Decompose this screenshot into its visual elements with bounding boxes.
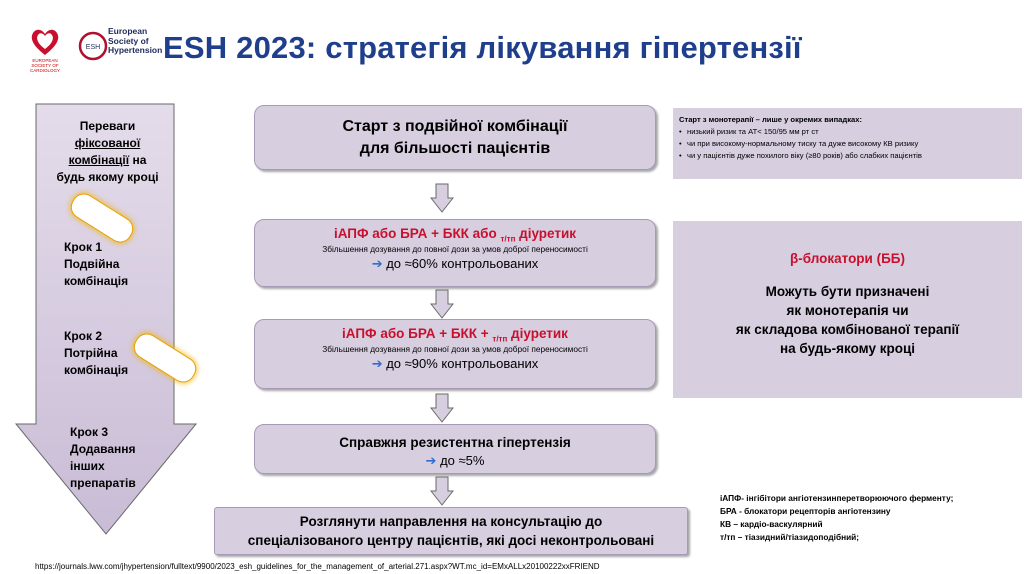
step2-box: іАПФ або БРА + БКК + $_{т/тп}$ діуретик Збільшення дозування до повної дози за умов доброї переносимості ➔ до ≈90% контрольованих bbox=[254, 319, 656, 389]
step3-box: Справжня резистентна гіпертензія ➔ до ≈5% bbox=[254, 424, 656, 474]
flow-arrow-3 bbox=[430, 393, 454, 423]
abbreviations: іАПФ- інгібітори ангіотензинперетворюючого ферменту; БРА - блокатори рецепторів ангіотензину КВ – кардіо-васкулярний т/тп – тіазидний/тіазидоподібний; bbox=[720, 493, 954, 542]
flow-arrow-1 bbox=[430, 183, 454, 213]
step1-label: Крок 1 Подвійна комбінація bbox=[64, 240, 129, 288]
beta-blockers-panel: β-блокатори (ББ) Можуть бути призначені як монотерапія чи як складова комбінованої терапії на будь-якому кроці bbox=[673, 221, 1022, 398]
esh-logo-text: European Society of Hypertension bbox=[108, 26, 163, 55]
step3-label: Крок 3 Додавання інших препаратів bbox=[70, 425, 136, 490]
referral-box: Розглянути направлення на консультацію до спеціалізованого центру пацієнтів, які досі неконтрольовані bbox=[214, 507, 688, 555]
flow-arrow-4 bbox=[430, 476, 454, 506]
source-url: https://journals.lww.com/jhypertension/fulltext/9900/2023_esh_guidelines_for_the_management_of_arterial.271.aspx?WT.mc_id=EMxALLx20100222xxFRIEND bbox=[35, 562, 600, 571]
esc-logo-text: EUROPEAN SOCIETY OF CARDIOLOGY bbox=[29, 58, 60, 73]
left-header: Переваги фіксованої комбінації на будь якому кроці bbox=[56, 119, 159, 184]
monotherapy-item: • чи при високому-нормальному тиску та дуже високому КВ ризику bbox=[687, 138, 1016, 150]
start-box: Старт з подвійної комбінації для більшості пацієнтів bbox=[254, 105, 656, 170]
monotherapy-item: • чи у пацієнтів дуже похилого віку (≥80 років) або слабких пацієнтів bbox=[687, 150, 1016, 162]
esh-logo bbox=[78, 31, 108, 61]
monotherapy-item: • низький ризик та АТ< 150/95 мм рт ст bbox=[687, 126, 1016, 138]
monotherapy-panel: Старт з монотерапії – лише у окремих випадках: • низький ризик та АТ< 150/95 мм рт ст • чи при високому-нормальному тиску та дуже високому КВ ризику • чи у пацієнтів дуже похилого віку (≥80 років) або слабких пацієнтів bbox=[673, 108, 1022, 179]
step2-label: Крок 2 Потрійна комбінація bbox=[64, 329, 129, 377]
flow-arrow-2 bbox=[430, 289, 454, 319]
esc-logo bbox=[28, 24, 62, 58]
beta-blockers-title: β-блокатори (ББ) bbox=[789, 251, 906, 266]
page-title: ESH 2023: стратегія лікування гіпертензії bbox=[163, 30, 802, 65]
step1-box: іАПФ або БРА + БКК або $_{т/тп}$ діуретик Збільшення дозування до повної дози за умов доброї переносимості ➔ до ≈60% контрольованих bbox=[254, 219, 656, 287]
esh-logo-abbr: ESH bbox=[85, 44, 101, 51]
